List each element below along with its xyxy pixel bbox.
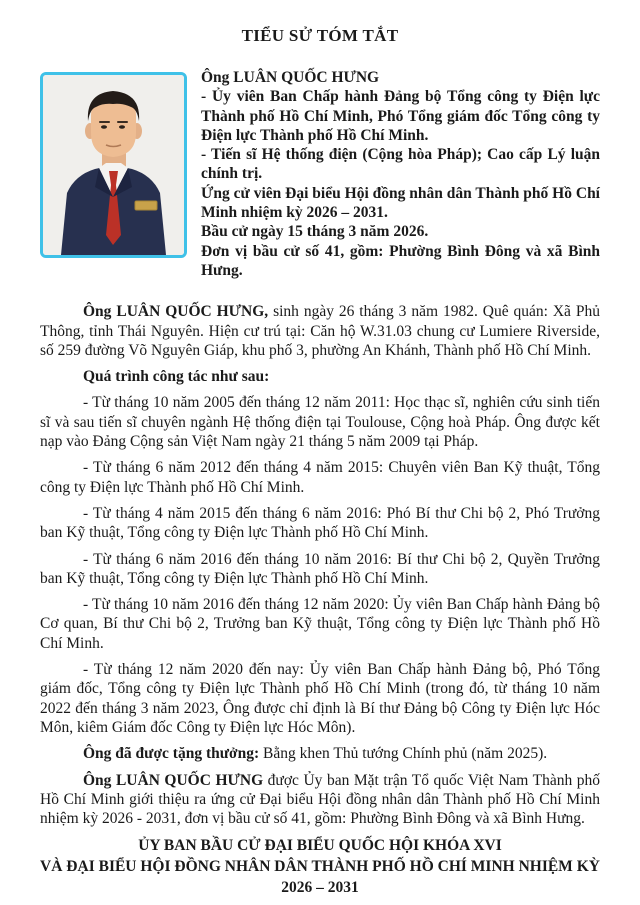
intro-paragraph (40, 302, 600, 360)
header-summary (201, 68, 600, 280)
closing-text: được Ủy ban Mặt trận Tổ quốc Việt Nam Thành phố Hồ Chí Minh giới thiệu ra ứng cử Đại biểu Hội đồng nhân dân Thành phố Hồ Chí Minh nhiệm kỳ 2026 - 2031, đơn vị bầu cử số 41, gồm: Phường Bình Đông và xã Bình Hưng. (40, 771, 600, 828)
closing-paragraph (40, 771, 600, 829)
career-item: - Từ tháng 12 năm 2020 đến nay: Ủy viên Ban Chấp hành Đảng bộ, Phó Tổng giám đốc, Tổng công ty Điện lực Thành phố Hồ Chí Minh (trong đó, từ tháng 10 năm 2022 đến tháng 3 năm 2023, Ông được chỉ định là Bí thư Đảng bộ Công ty Điện lực Hóc Môn, kiêm Giám đốc Công ty Điện lực Hóc Môn). (40, 661, 600, 736)
award-label: Ông đã được tặng thưởng: (83, 745, 260, 763)
issuing-committee (40, 835, 600, 898)
career-item: - Từ tháng 6 năm 2012 đến tháng 4 năm 2015: Chuyên viên Ban Kỹ thuật, Tổng công ty Điện lực Thành phố Hồ Chí Minh. (40, 459, 600, 496)
award-paragraph (40, 744, 600, 763)
award-text: Bằng khen Thủ tướng Chính phủ (năm 2025). (259, 745, 548, 763)
closing-name: Ông LUÂN QUỐC HƯNG (83, 771, 264, 789)
page-title: TIỂU SỬ TÓM TẮT (241, 26, 399, 45)
candidate-name: Ông LUÂN QUỐC HƯNG (201, 69, 380, 86)
header-line: Bầu cử ngày 15 tháng 3 năm 2026. (201, 223, 429, 241)
intro-text: sinh ngày 26 tháng 3 năm 1982. Quê quán: Xã Phủ Thông, tỉnh Thái Nguyên. Hiện cư trú tại: Căn hộ W.31.03 chung cư Lumiere Riverside, số 259 đường Võ Nguyên Giáp, khu phố 3, phường An Khánh, Thành phố Hồ Chí Minh. (40, 303, 600, 359)
biography-body (40, 302, 600, 828)
career-item: - Từ tháng 4 năm 2015 đến tháng 6 năm 2016: Phó Bí thư Chi bộ 2, Phó Trưởng ban Kỹ thuật, Tổng công ty Điện lực Thành phố Hồ Chí Minh. (40, 504, 600, 542)
header-line: Đơn vị bầu cử số 41, gồm: Phường Bình Đông và xã Bình Hưng. (201, 242, 600, 279)
header-line: Ứng cử viên Đại biểu Hội đồng nhân dân Thành phố Hồ Chí Minh nhiệm kỳ 2026 – 2031. (201, 184, 600, 222)
header-line: - Ủy viên Ban Chấp hành Đảng bộ Tổng công ty Điện lực Thành phố Hồ Chí Minh, Phó Tổng giám đốc Tổng công ty Điện lực Thành phố Hồ Chí Minh. (201, 88, 600, 144)
career-item: - Từ tháng 10 năm 2016 đến tháng 12 năm 2020: Ủy viên Ban Chấp hành Đảng bộ Cơ quan, Bí thư Chi bộ 2, Trưởng ban Kỹ thuật, Tổng công ty Điện lực Thành phố Hồ Chí Minh. (40, 596, 600, 652)
candidate-photo (40, 72, 187, 258)
career-heading: Quá trình công tác như sau: (83, 368, 270, 386)
portrait-illustration (43, 75, 184, 255)
career-item: - Từ tháng 10 năm 2005 đến tháng 12 năm 2011: Học thạc sĩ, nghiên cứu sinh tiến sĩ và sau tiến sĩ chuyên ngành Hệ thống điện tại Toulouse, Cộng hoà Pháp. Ông được kết nạp vào Đảng Cộng sản Việt Nam ngày 21 tháng 5 năm 2009 tại Pháp. (40, 394, 600, 451)
footer-line-2: VÀ ĐẠI BIỂU HỘI ĐỒNG NHÂN DÂN THÀNH PHỐ HỒ CHÍ MINH NHIỆM KỲ 2026 – 2031 (40, 858, 600, 897)
footer-line-1: ỦY BAN BẦU CỬ ĐẠI BIỂU QUỐC HỘI KHÓA XVI (138, 837, 502, 855)
intro-name: Ông LUÂN QUỐC HƯNG, (83, 303, 269, 321)
career-item: - Từ tháng 6 năm 2016 đến tháng 10 năm 2016: Bí thư Chi bộ 2, Quyền Trưởng ban Kỹ thuật, Tổng công ty Điện lực Thành phố Hồ Chí Minh. (40, 550, 600, 587)
header-section (40, 68, 600, 280)
header-line: - Tiến sĩ Hệ thống điện (Cộng hòa Pháp); Cao cấp Lý luận chính trị. (201, 146, 600, 183)
